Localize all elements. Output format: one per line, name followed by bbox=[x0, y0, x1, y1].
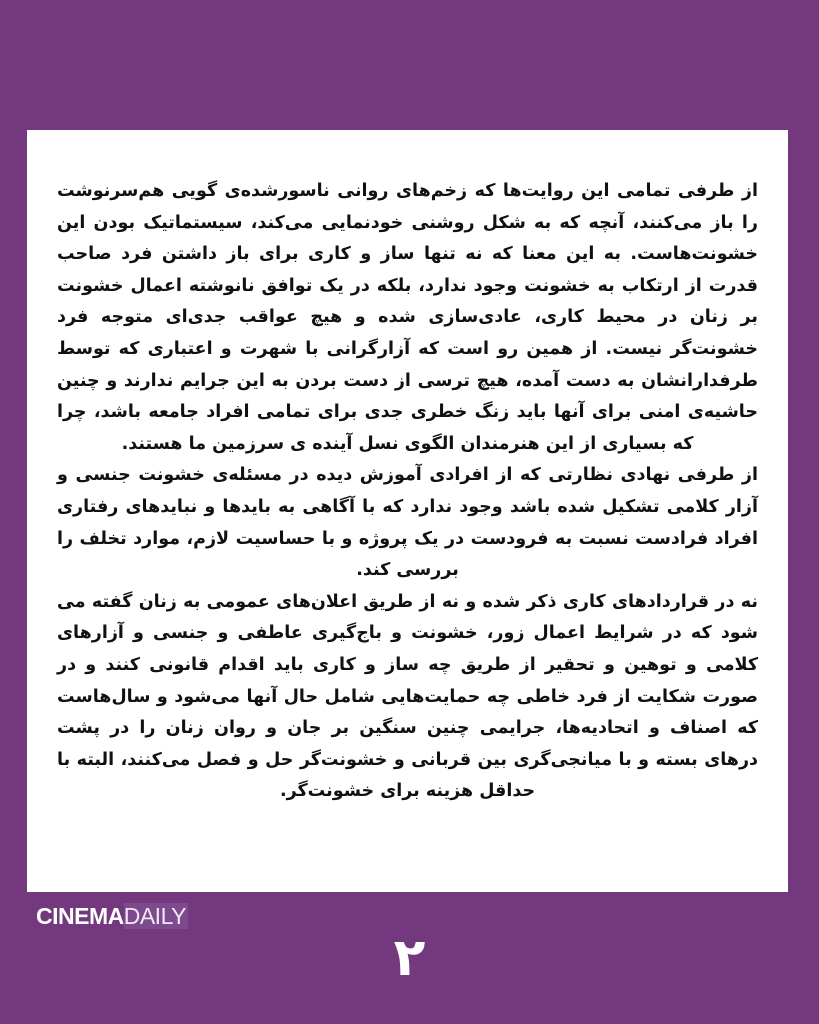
logo-cinema-text: CINEMA bbox=[36, 903, 124, 929]
logo-daily-text: DAILY bbox=[123, 903, 187, 929]
page-number: ۲ bbox=[393, 928, 426, 988]
article-paragraph-2: از طرفی نهادی نظارتی که از افرادی آموزش دیده در مسئله‌ی خشونت جنسی و آزار کلامی تشکیل شده باشد وجود ندارد که با آگاهی به بایدها و نبایدهای رفتاری افراد فرادست نسبت به فرودست در یک پروژه و با حساسیت لازم، موارد تخلف را بررسی کند. bbox=[57, 465, 758, 581]
article-paragraph-1: از طرفی تمامی این روایت‌ها که زخم‌های روانی ناسورشده‌ی گویی هم‌سرنوشت را باز می‌کنند، آنچه که به شکل روشنی خودنمایی می‌کند، سیستماتیک بودن این خشونت‌هاست. به این معنا که نه تنها ساز و کاری برای باز داشتن فرد صاحب قدرت از ارتکاب به خشونت وجود ندارد، بلکه در یک توافق نانوشته اعمال خشونت بر زنان در محیط کاری، عادی‌سازی شده و هیچ عواقب جدی‌ای متوجه فرد خشونت‌گر نیست. از همین رو است که آزارگرانی با شهرت و اعتباری که توسط طرفدارانشان به دست آمده، هیچ ترسی از دست بردن به این جرایم ندارند و چنین حاشیه‌ی امنی برای آنها باید زنگ خطری جدی برای تمامی افراد جامعه باشد، چرا که بسیاری از این هنرمندان الگوی نسل آینده ی سرزمین ما هستند. bbox=[57, 181, 758, 454]
article-paragraph-3: نه در قراردادهای کاری ذکر شده و نه از طریق اعلان‌های عمومی به زنان گفته می شود که در شرایط اعمال زور، خشونت و باج‌گیری عاطفی و جنسی و آزارهای کلامی و توهین و تحقیر از طریق چه ساز و کاری باید اقدام قانونی کنند و در صورت شکایت از فرد خاطی چه حمایت‌هایی شامل حال آنها می‌شود و سال‌هاست که اصناف و اتحادیه‌ها، جرایمی چنین سنگین بر جان و روان زنان را در پشت درهای بسته و با میانجی‌گری بین قربانی و خشونت‌گر حل و فصل می‌کنند، البته با حداقل هزینه برای خشونت‌گر. bbox=[57, 591, 758, 802]
article-card bbox=[27, 130, 788, 892]
article-body bbox=[57, 176, 758, 808]
cinemadaily-logo bbox=[36, 903, 188, 929]
